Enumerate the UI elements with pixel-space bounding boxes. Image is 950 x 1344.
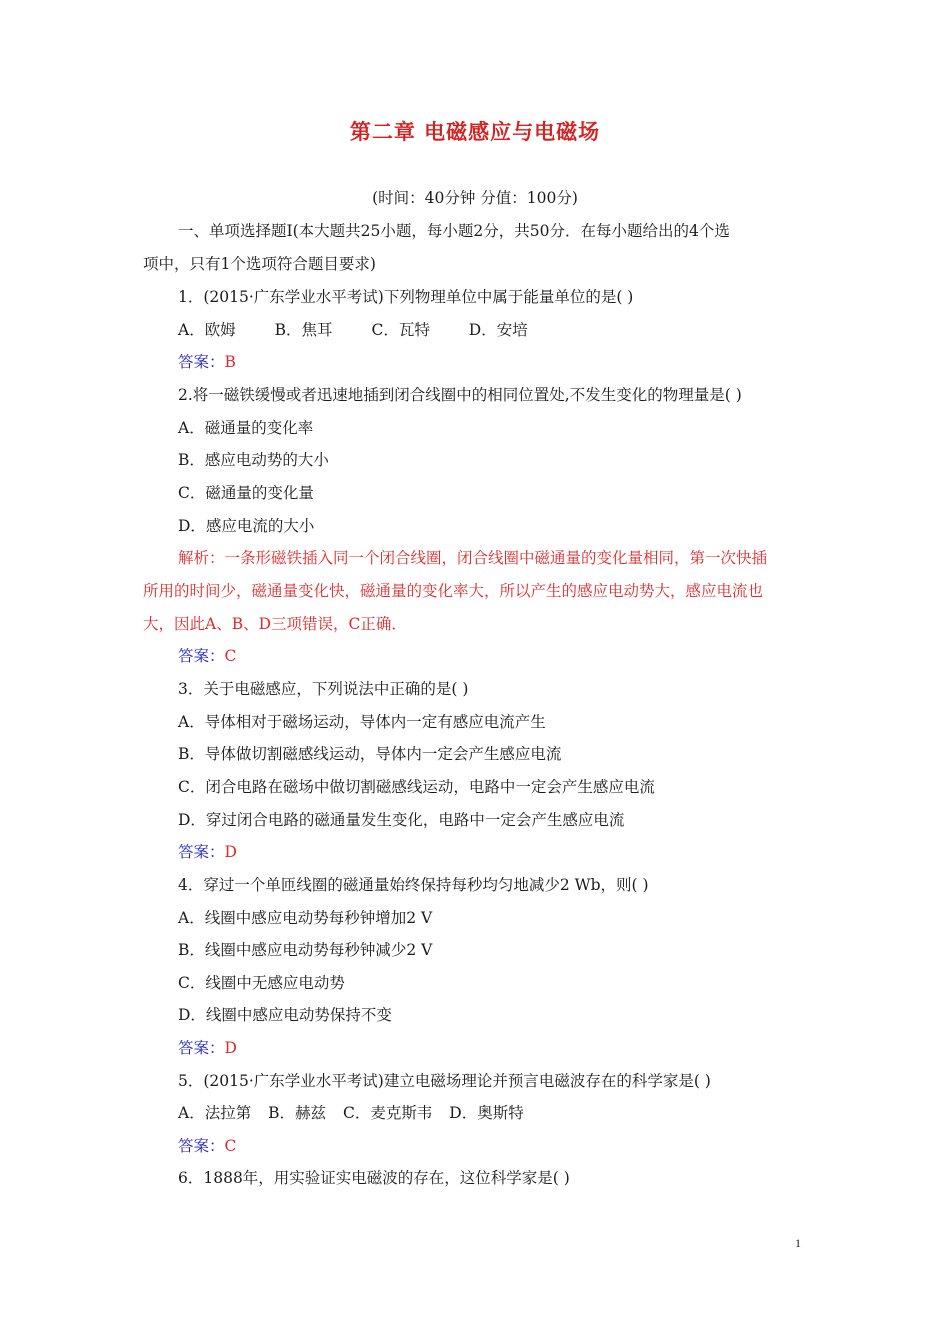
time-score-line: (时间：40分钟 分值：100分)	[372, 189, 578, 207]
question-2-answer	[178, 644, 236, 666]
q1-option-c: C．瓦特	[371, 321, 430, 339]
chapter-title: 第二章 电磁感应与电磁场	[349, 119, 601, 144]
analysis-label: 解析：	[178, 549, 225, 567]
q1-option-a: A．欧姆	[178, 321, 236, 339]
question-4-answer	[178, 1036, 237, 1058]
question-1-answer	[178, 350, 236, 372]
answer-label: 答案：	[178, 647, 225, 665]
q1-option-d: D．安培	[468, 321, 528, 339]
question-3-stem: 3．关于电磁感应，下列说法中正确的是( )	[178, 680, 469, 698]
answer-label: 答案：	[178, 843, 225, 861]
question-6-stem: 6．1888年，用实验证实电磁波的存在，这位科学家是( )	[178, 1169, 570, 1187]
q2-option-a: A．磁通量的变化率	[178, 419, 314, 437]
analysis-text-1: 一条形磁铁插入同一个闭合线圈，闭合线圈中磁通量的变化量相同，第一次快插	[224, 549, 768, 567]
question-1-options	[178, 318, 528, 340]
answer-label: 答案：	[178, 1137, 225, 1155]
answer-value: D	[224, 1039, 237, 1057]
question-5-answer	[178, 1134, 236, 1156]
q3-option-b: B．导体做切割磁感线运动，导体内一定会产生感应电流	[178, 745, 562, 763]
q3-option-a: A．导体相对于磁场运动，导体内一定有感应电流产生	[178, 713, 546, 731]
q4-option-d: D．线圈中感应电动势保持不变	[178, 1006, 392, 1024]
answer-value: C	[224, 1137, 237, 1155]
q2-analysis-line2: 所用的时间少，磁通量变化快，磁通量的变化率大，所以产生的感应电动势大，感应电流也	[143, 582, 764, 600]
page-number: 1	[795, 1236, 801, 1250]
question-3-answer	[178, 840, 237, 862]
answer-label: 答案：	[178, 353, 225, 371]
q2-analysis-line1	[178, 546, 767, 568]
answer-value: D	[224, 843, 237, 861]
question-5-stem: 5．(2015·广东学业水平考试)建立电磁场理论并预言电磁波存在的科学家是( )	[178, 1072, 711, 1090]
question-5-options	[178, 1101, 524, 1123]
section-heading-line1: 一、单项选择题Ⅰ(本大题共25小题，每小题2分，共50分．在每小题给出的4个选	[178, 222, 730, 240]
q5-option-d: D．奥斯特	[449, 1104, 524, 1122]
answer-value: B	[224, 353, 236, 371]
question-1-stem: 1．(2015·广东学业水平考试)下列物理单位中属于能量单位的是( )	[178, 288, 634, 306]
q3-option-d: D．穿过闭合电路的磁通量发生变化，电路中一定会产生感应电流	[178, 811, 625, 829]
q3-option-c: C．闭合电路在磁场中做切割磁感线运动，电路中一定会产生感应电流	[178, 778, 655, 796]
q2-analysis-line3: 大，因此A、B、D三项错误，C正确．	[143, 615, 407, 633]
q5-option-a: A．法拉第	[178, 1104, 252, 1122]
answer-label: 答案：	[178, 1039, 225, 1057]
question-4-stem: 4．穿过一个单匝线圈的磁通量始终保持每秒均匀地减少2 Wb，则( )	[178, 876, 649, 894]
q2-option-d: D．感应电流的大小	[178, 517, 315, 535]
q2-option-c: C．磁通量的变化量	[178, 484, 314, 502]
q4-option-b: B．线圈中感应电动势每秒钟减少2 V	[178, 941, 433, 959]
q5-option-c: C．麦克斯韦	[342, 1104, 433, 1122]
q4-option-c: C．线圈中无感应电动势	[178, 974, 345, 992]
q4-option-a: A．线圈中感应电动势每秒钟增加2 V	[178, 909, 433, 927]
q5-option-b: B．赫兹	[268, 1104, 327, 1122]
question-2-stem: 2.将一磁铁缓慢或者迅速地插到闭合线圈中的相同位置处,不发生变化的物理量是( )	[178, 386, 742, 404]
section-heading-line2: 项中，只有1个选项符合题目要求)	[143, 255, 376, 273]
answer-value: C	[224, 647, 237, 665]
q2-option-b: B．感应电动势的大小	[178, 451, 329, 469]
q1-option-b: B．焦耳	[274, 321, 333, 339]
